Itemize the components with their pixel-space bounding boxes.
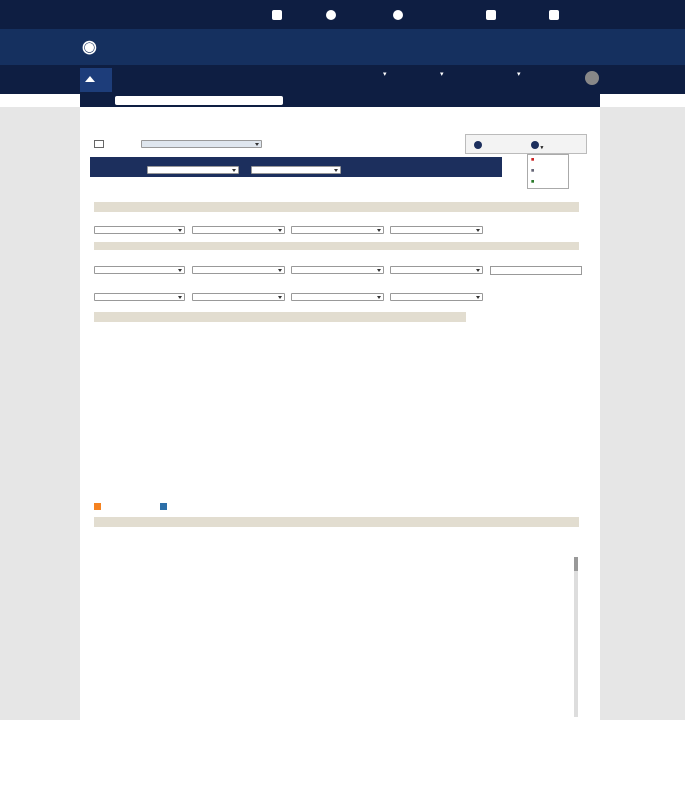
- download-pdf[interactable]: [531, 157, 534, 163]
- download-png[interactable]: [531, 168, 534, 174]
- work-country-select[interactable]: [291, 293, 384, 301]
- reset-filters-button[interactable]: [474, 141, 482, 151]
- peer-group-select[interactable]: [147, 166, 239, 174]
- nav-borderless-pay[interactable]: [100, 68, 112, 92]
- home-region-select[interactable]: [390, 266, 483, 274]
- account-icon: [326, 10, 336, 20]
- chevron-down-icon: ▾: [440, 71, 444, 78]
- filters-heading-bg: [94, 242, 579, 250]
- my-employee-input[interactable]: [490, 266, 582, 275]
- top-bar: [0, 0, 685, 29]
- job-function-select[interactable]: [192, 266, 285, 274]
- nav-assignment-cost[interactable]: [440, 70, 444, 80]
- account-bar: [80, 94, 600, 107]
- job-scope-select[interactable]: [94, 293, 185, 301]
- expat-status-select[interactable]: [192, 293, 285, 301]
- airinc-home-link[interactable]: [393, 10, 407, 21]
- nav-more-icon[interactable]: [585, 71, 599, 85]
- home-country-select[interactable]: [390, 293, 483, 301]
- download-menu: [527, 154, 569, 189]
- logout-icon: [272, 10, 282, 20]
- png-icon: ■: [531, 168, 535, 174]
- main-nav: [0, 65, 685, 94]
- incentive-mode-select[interactable]: [192, 226, 285, 234]
- chevron-down-icon: ▾: [517, 71, 521, 78]
- tax-status-select[interactable]: [390, 226, 483, 234]
- employees-title: [94, 517, 579, 527]
- actions-panel: [465, 134, 587, 154]
- filters-bar: [90, 157, 502, 177]
- dashboards-select[interactable]: [141, 140, 262, 148]
- brand-bar: [0, 29, 685, 65]
- chevron-down-icon: ▾: [383, 71, 387, 78]
- job-level-select[interactable]: [94, 266, 185, 274]
- download-csv[interactable]: [531, 179, 534, 185]
- right-gutter: [600, 107, 685, 720]
- download-icon: [531, 141, 539, 149]
- feedback-icon: [549, 10, 559, 20]
- work-region-select[interactable]: [291, 266, 384, 274]
- legend-my-company: [94, 503, 101, 511]
- reset-icon: [474, 141, 482, 149]
- airlinc-logo[interactable]: ◉: [82, 37, 100, 56]
- contact-link[interactable]: [486, 10, 500, 21]
- currency-filter-select[interactable]: [251, 166, 341, 174]
- pdf-icon: ■: [531, 157, 535, 163]
- left-gutter: [0, 107, 80, 720]
- main-content: [80, 107, 600, 720]
- download-button[interactable]: ▾: [531, 141, 543, 151]
- legend-peer-group: [160, 503, 167, 511]
- compare-title: [94, 312, 466, 322]
- feedback-link[interactable]: [549, 10, 563, 21]
- dashboard-icon: [94, 140, 104, 148]
- my-account-link[interactable]: [326, 10, 340, 21]
- employees-table: [94, 529, 579, 719]
- csv-icon: ■: [531, 179, 535, 185]
- options-valuation-select[interactable]: [291, 226, 384, 234]
- mail-icon: [486, 10, 496, 20]
- box-plot-chart: [94, 361, 468, 497]
- nav-balance-sheet[interactable]: [365, 70, 387, 80]
- table-scrollbar[interactable]: [574, 557, 578, 717]
- comp-element-select[interactable]: [94, 226, 185, 234]
- legend-swatch-orange: [94, 503, 101, 510]
- legend-swatch-blue: [160, 503, 167, 510]
- compare-header: [94, 325, 466, 359]
- analysis-title: [94, 202, 579, 212]
- home-icon[interactable]: [80, 68, 100, 92]
- logout-link[interactable]: [272, 10, 286, 21]
- nav-per-diem[interactable]: [517, 70, 521, 80]
- airinc-logo-icon: [393, 10, 403, 20]
- account-select[interactable]: [115, 96, 283, 105]
